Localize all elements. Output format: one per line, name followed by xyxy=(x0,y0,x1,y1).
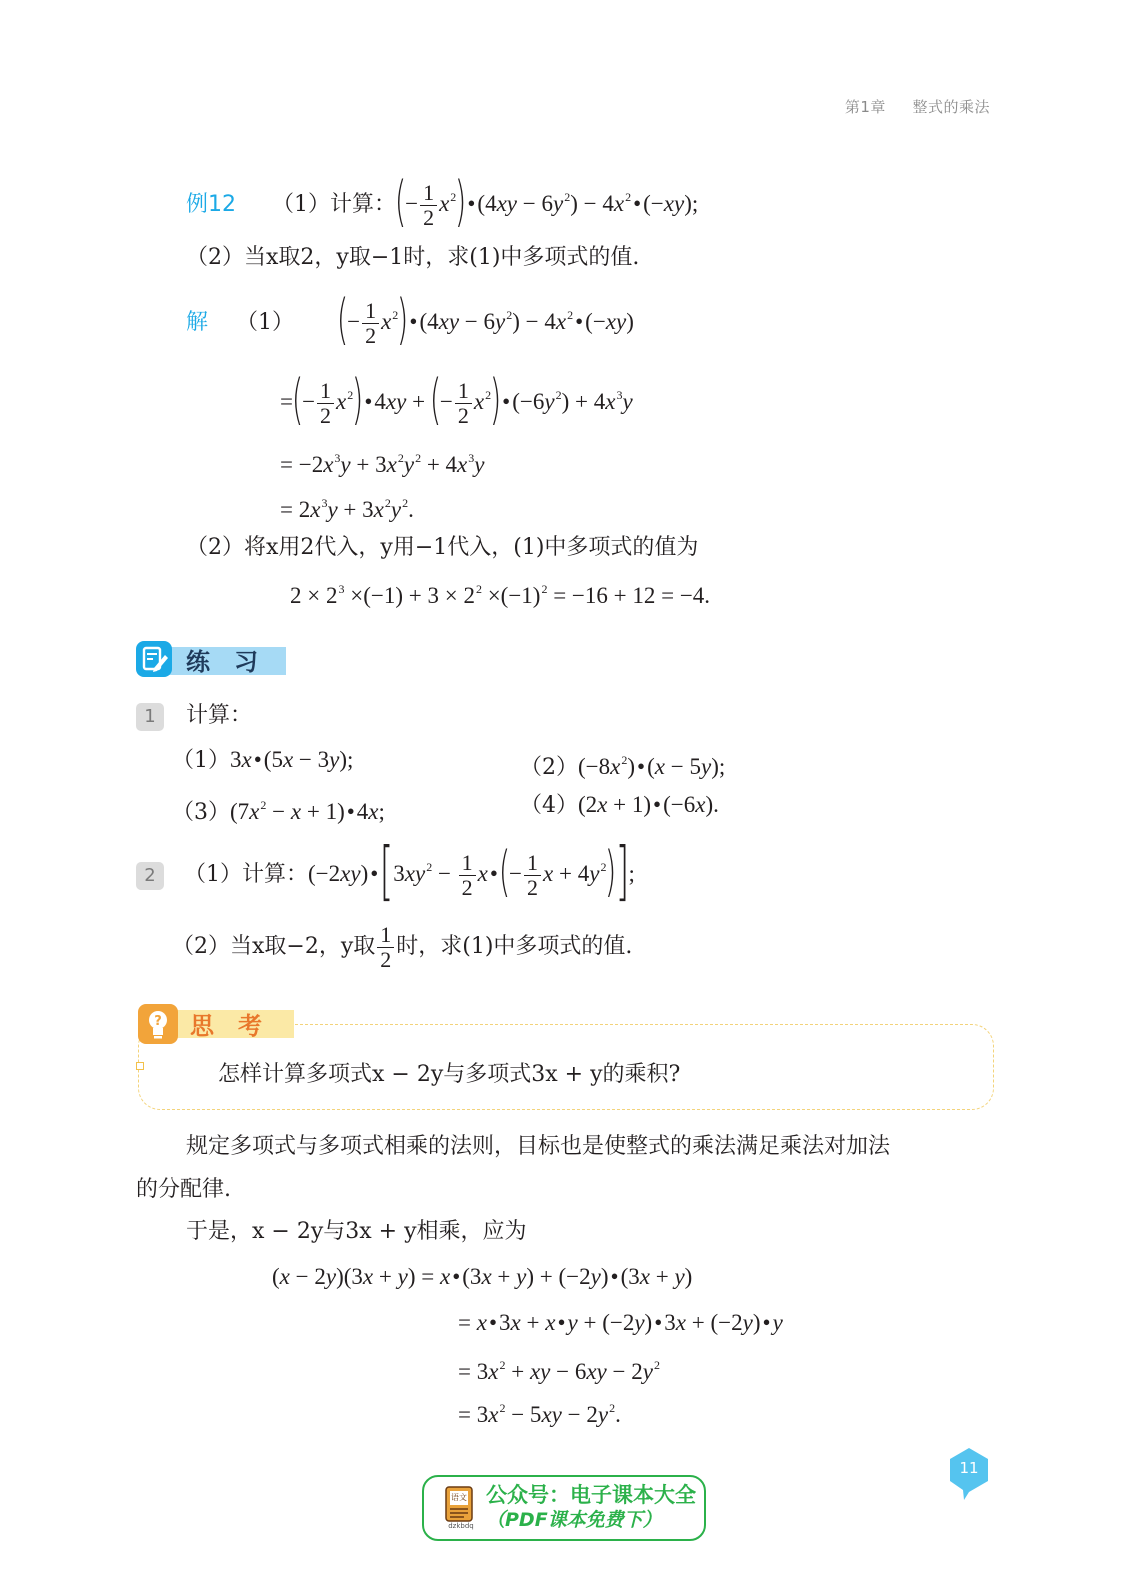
book-logo-icon xyxy=(440,1485,480,1531)
running-header xyxy=(845,96,990,117)
practice-item-2: 2 （1）计算：$(-2xy)•[3xy^2$ − $\frac{1}{2}$ x•(− $\frac{1}{2}$ $x + 4y^2$)]; xyxy=(136,840,635,903)
page-number-badge xyxy=(946,1446,992,1502)
svg-text:?: ? xyxy=(154,1014,162,1029)
example-12-part2: （2）当x取2，y取−1时，求(1)中多项式的值. xyxy=(186,245,640,270)
body-paragraph-1-cont: 的分配律. xyxy=(136,1177,231,1202)
solution-line-2: =(− $\frac{1}{2}$ $x^2)•4xy$ + (− $\frac{1}{2}$ $x^2)•(-6y^2) + 4x^3y$ xyxy=(280,367,633,431)
think-question: 怎样计算多项式x − 2y与多项式3x + y的乘积? xyxy=(218,1062,681,1087)
solution-part2-intro: （2）将x用2代入，y用−1代入，(1)中多项式的值为 xyxy=(186,535,699,560)
watermark-line-2: （PDF课本免费下） xyxy=(486,1509,662,1531)
body-paragraph-1: 规定多项式与多项式相乘的法则，目标也是使整式的乘法满足乘法对加法 xyxy=(186,1134,891,1159)
page-number: 11 xyxy=(959,1459,979,1477)
lightbulb-icon xyxy=(138,1004,178,1044)
solution-line-3: = $-2x^3y + 3x^2y^2 + 4x^3y$ xyxy=(280,451,485,477)
solution-part1-tag: （1） xyxy=(236,310,295,335)
chapter-number: 第1章 xyxy=(844,98,886,116)
item-number-badge: 2 xyxy=(136,862,164,890)
practice-1-sub2: $(2)(-8x^2)•(x - 5y)$; xyxy=(520,753,726,780)
practice-title: 练 习 xyxy=(186,648,258,676)
example-label: 例12 xyxy=(186,192,236,217)
think-box-corner xyxy=(136,1062,144,1070)
pencil-note-icon xyxy=(136,641,172,677)
expansion-line-3: = $3x^2$ + xy − $6xy - 2y^2$ xyxy=(458,1358,660,1384)
item-prompt: （1）计算： xyxy=(184,862,308,887)
sub-tag: （4） xyxy=(520,793,578,818)
body-paragraph-2: 于是，x − 2y与3x + y相乘，应为 xyxy=(186,1219,527,1244)
example-12-part1: 例12 （1）计算：(− $\frac{1}{2}$ $x^2)•(4xy - 6y^2)$ − $4x^2•(-xy)$; xyxy=(186,169,699,233)
practice-item-1 xyxy=(136,701,252,731)
solution-line-4: = $2x^3y + 3x^2y^2$. xyxy=(280,496,414,522)
practice-1-sub1: （1）3x•(5x − 3y); xyxy=(172,747,354,773)
practice-2-part2: （2）当x取−2，y取 $\frac{1}{2}$ 时，求(1)中多项式的值. xyxy=(172,921,633,972)
expansion-line-1: (x − 2y)(3x + y) = x•(3x + y) + (−2y)•(3x + y) xyxy=(272,1264,693,1289)
item-prompt: 计算： xyxy=(186,703,253,728)
chapter-title: 整式的乘法 xyxy=(912,98,990,116)
sub-tag: （3） xyxy=(172,800,230,825)
think-title: 思 考 xyxy=(190,1012,262,1040)
example-part1-prefix: （1）计算： xyxy=(272,192,396,217)
expansion-line-4: = $3x^2 - 5xy - 2y^2$. xyxy=(458,1401,621,1427)
expansion-line-2: = x•3x + x•y + (−2y)•3x + (−2y)•y xyxy=(458,1310,783,1335)
practice-1-sub4: （4）(2x + 1)•(−6x). xyxy=(520,792,719,818)
solution-label: 解 xyxy=(186,310,209,335)
practice-1-sub3: $(3)(7x^2 - x$ + 1)•4x; xyxy=(172,798,385,825)
logo-subtext: dzkbdq xyxy=(448,1522,474,1530)
watermark-banner xyxy=(422,1475,706,1541)
watermark-line-1: 公众号：电子课本大全 xyxy=(486,1483,696,1507)
sub-tag: （2） xyxy=(520,755,578,780)
think-heading xyxy=(138,1004,294,1040)
q2-part2-text-a: （2）当x取−2，y取 xyxy=(172,934,376,959)
q2-part2-text-b: 时，求(1)中多项式的值. xyxy=(396,934,633,959)
practice-heading xyxy=(136,641,286,677)
logo-text: 语文 xyxy=(451,1493,467,1502)
sub-tag: （1） xyxy=(172,748,230,773)
solution-line-1: 解 （1） (− $\frac{1}{2}$ $x^2)•(4xy - 6y^2)$ − $4x^2•(-xy)$ xyxy=(186,287,634,351)
item-number-badge: 1 xyxy=(136,703,164,731)
solution-part2-calc: $2 \times 2^3 \times(-1) + 3 \times 2^2 \times(-1)^2 = -16 + 12 = -4$. xyxy=(290,582,711,608)
